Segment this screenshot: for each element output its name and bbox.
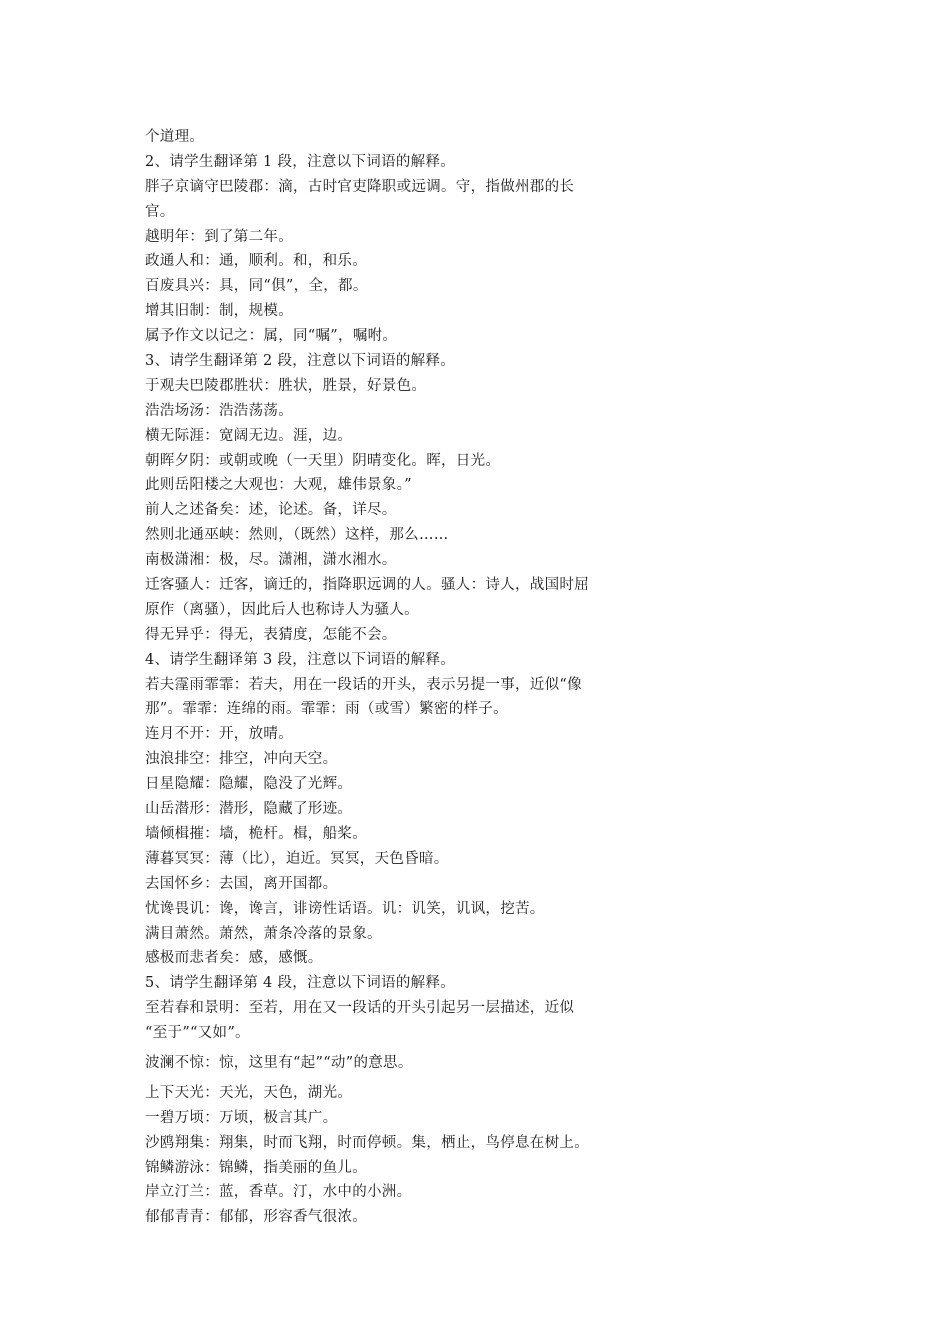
text-line: 连月不开：开，放晴。 [145,726,293,743]
text-line: 沙鸥翔集：翔集，时而飞翔，时而停顿。集，栖止，鸟停息在树上。 [145,1134,589,1151]
text-line: 于观夫巴陵郡胜状：胜状，胜景，好景色。 [145,377,427,394]
text-line: 百废具兴：具，同“俱”，全，都。 [145,278,368,295]
text-line: 波澜不惊：惊，这里有“起”“动”的意思。 [145,1054,413,1071]
text-line: 墙倾楫摧：墙，桅杆。楫，船桨。 [145,825,367,842]
text-line: 属予作文以记之：属，同“嘱”，嘱咐。 [145,328,398,345]
text-line: 官。 [145,203,175,220]
text-line: 忧谗畏讥：谗，谗言，诽谤性话语。讥：讥笑，讥讽，挖苦。 [145,900,545,917]
text-line: 那”。霏霏：连绵的雨。霏霏：雨（或雪）繁密的样子。 [145,701,508,718]
text-line: 南极潇湘：极，尽。潇湘，潇水湘水。 [145,552,397,569]
text-line: 前人之述备矣：述，论述。备，详尽。 [145,502,397,519]
text-line: 浊浪排空：排空，冲向天空。 [145,751,338,768]
text-line: 然则北通巫峡：然则，（既然）这样，那么…… [145,527,449,544]
section-heading: 3、请学生翻译第 2 段，注意以下词语的解释。 [145,353,456,370]
text-line: 山岳潜形：潜形，隐藏了形迹。 [145,801,353,818]
text-line: “至于”“又如”。 [145,1025,250,1042]
text-line: 得无异乎：得无，表猜度，怎能不会。 [145,626,397,643]
text-line: 感极而悲者矣：感，感慨。 [145,950,323,967]
text-line: 薄暮冥冥：薄（比），迫近。冥冥，天色昏暗。 [145,850,449,867]
text-line: 若夫霪雨霏霏：若夫，用在一段话的开头，表示另提一事，近似“像 [145,676,582,693]
text-line: 一碧万顷：万顷，极言其广。 [145,1109,338,1126]
text-line: 朝晖夕阴：或朝或晚（一天里）阴晴变化。晖，日光。 [145,452,501,469]
text-line: 增其旧制：制，规模。 [145,303,293,320]
document-body [145,125,655,1230]
text-line: 日星隐耀：隐耀，隐没了光辉。 [145,776,353,793]
text-line: 政通人和：通，顺利。和，和乐。 [145,253,367,270]
text-line: 浩浩场汤：浩浩荡荡。 [145,402,293,419]
text-line: 郁郁青青：郁郁，形容香气很浓。 [145,1209,367,1226]
section-heading: 5、请学生翻译第 4 段，注意以下词语的解释。 [145,975,456,992]
section-heading: 4、请学生翻译第 3 段，注意以下词语的解释。 [145,651,456,668]
text-line: 胖子京谪守巴陵郡：滴，古时官吏降职或远调。守，指做州郡的长 [145,178,575,195]
text-line: 此则岳阳楼之大观也：大观，雄伟景象。” [145,477,412,494]
text-line: 去国怀乡：去国，离开国都。 [145,875,338,892]
text-line: 原作（离骚），因此后人也称诗人为骚人。 [145,601,419,618]
text-line: 至若春和景明：至若，用在又一段话的开头引起另一层描述，近似 [145,1000,575,1017]
text-line: 越明年：到了第二年。 [145,228,293,245]
section-heading: 2、请学生翻译第 1 段，注意以下词语的解释。 [145,153,456,170]
text-line: 锦鳞游泳：锦鳞，指美丽的鱼儿。 [145,1159,367,1176]
text-line: 横无际涯：宽阔无边。涯，边。 [145,427,353,444]
text-line: 岸立汀兰：蓝，香草。汀，水中的小洲。 [145,1184,412,1201]
text-line: 迁客骚人：迁客，谪迁的，指降职远调的人。骚人：诗人，战国时屈 [145,577,589,594]
text-line: 个道理。 [145,129,205,145]
text-line: 满目萧然。萧然，萧条冷落的景象。 [145,925,382,942]
text-line: 上下天光：天光，天色，湖光。 [145,1084,353,1101]
